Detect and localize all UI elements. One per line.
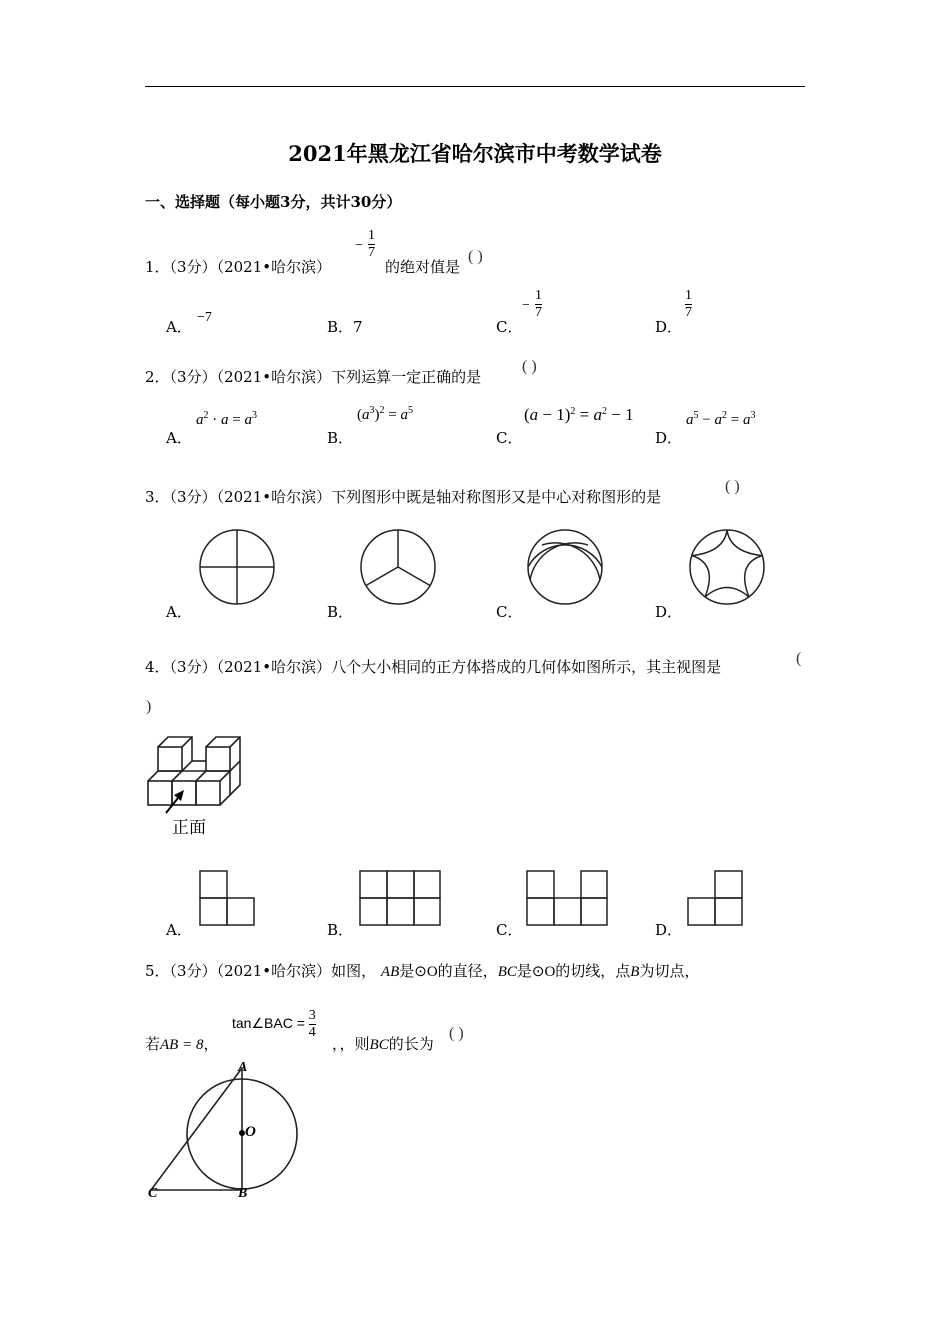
answer-paren: ( ) [725,478,740,495]
option-d-label: D． [655,318,683,336]
point-label-c: C [148,1186,158,1201]
question-1-stem [145,256,331,277]
header-rule [145,86,805,87]
option-a-label: A． [166,921,192,939]
q2-option-b-formula: $(a^3)^2 = a^5$ [357,405,413,423]
view-option-d [687,870,743,926]
question-2-stem: 2．（3分）（2021•哈尔滨）下列运算一定正确的是 [145,368,482,386]
option-d-label: D． [655,921,683,939]
option-d-label: D． [655,603,683,621]
q1-option-a-value: −7 [197,310,212,325]
question-5-stem-line2: 若AB = 8， [145,1035,219,1053]
q5-tan-expression: tan∠BAC = $\frac{3}{4}$ [232,1008,316,1040]
question-3-stem: 3．（3分）（2021•哈尔滨）下列图形中既是轴对称图形又是中心对称图形的是 [145,488,662,506]
option-b-label: B．7 [327,318,363,336]
circle-figure-a [198,528,276,606]
point-label-b: B [238,1186,248,1201]
q1-option-c-value: − $\frac{1}{7}$ [522,288,542,320]
option-a-label: A． [166,429,192,447]
circle-figure-c [526,528,604,606]
option-a-label: A． [166,318,192,336]
question-source: （3分）（2021•哈尔滨） [169,258,332,276]
answer-paren-close: ) [146,698,152,715]
q2-option-c-formula: $(a - 1)^2 = a^2 - 1$ [524,405,634,424]
answer-paren: ( ) [468,248,483,265]
tangent-circle-figure [145,1060,315,1210]
question-5-stem-line1: 5．（3分）（2021•哈尔滨）如图， AB是⊙O的直径，BC是⊙O的切线，点B为切点， [145,962,700,980]
option-a-label: A． [166,603,192,621]
cube-figure [146,735,246,810]
view-option-a [199,870,255,926]
circle-figure-b [359,528,437,606]
view-option-c [526,870,608,926]
option-c-label: C． [496,921,523,939]
question-5-stem-line2b: ，，则BC的长为 [332,1035,434,1053]
answer-paren: ( ) [522,358,537,375]
answer-paren-open: ( [796,650,802,667]
option-c-label: C． [496,318,523,336]
option-d-label: D． [655,429,683,447]
q1-option-d-value: $\frac{1}{7}$ [685,288,692,320]
option-b-label: B． [327,603,354,621]
option-b-label: B． [327,429,354,447]
q2-option-a-formula: $a^2 \cdot a = a^3$ [196,410,257,428]
front-label: 正面 [172,818,206,838]
circle-figure-d [688,528,766,606]
page-title: 2021年黑龙江省哈尔滨市中考数学试卷 [288,141,662,166]
view-option-b [359,870,441,926]
answer-paren: ( ) [449,1025,464,1042]
q1-stem-text: 的绝对值是 [385,258,461,276]
question-4-stem: 4．（3分）（2021•哈尔滨）八个大小相同的正方体搭成的几何体如图所示，其主视图是 [145,658,722,676]
point-label-o: O [245,1124,256,1140]
option-c-label: C． [496,603,523,621]
option-c-label: C． [496,429,523,447]
q2-option-d-formula: $a^5 - a^2 = a^3$ [686,410,756,428]
point-label-a: A [238,1060,248,1075]
option-b-label: B． [327,921,354,939]
question-number: 1． [145,258,170,276]
q1-fraction: − $\frac{1}{7}$ [355,228,375,260]
section-heading: 一、选择题（每小题3分，共计30分） [145,193,402,211]
